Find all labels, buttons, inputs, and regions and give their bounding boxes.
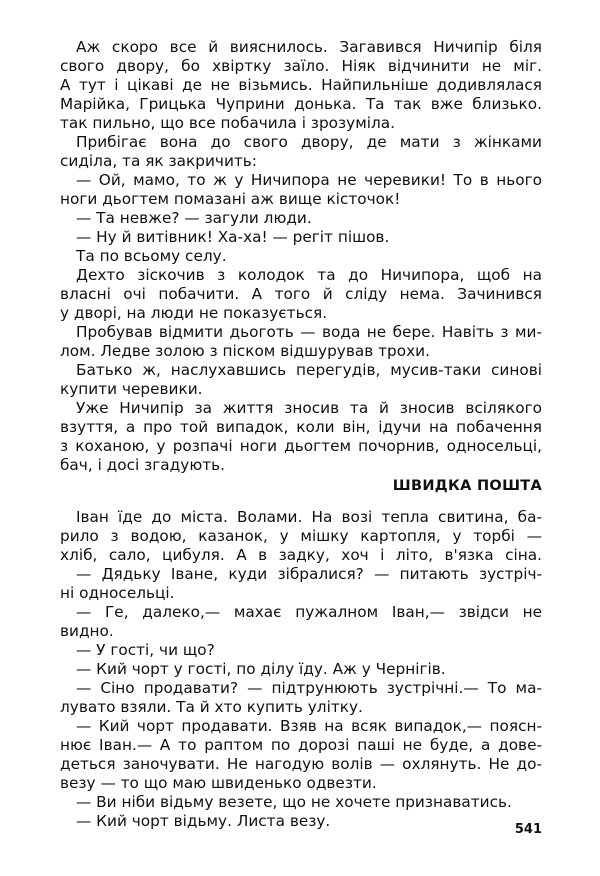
text-line: з коханою, у розпачі ноги дьогтем почорнив, односельці, bbox=[60, 437, 542, 455]
text-line: ні односельці. bbox=[60, 584, 175, 602]
text-line: Іван їде до міста. Волами. На возі тепла свитина, ба- bbox=[76, 508, 542, 526]
text-line: — У гості, чи що? bbox=[76, 641, 215, 659]
text-line: ноги дьогтем помазані аж вище кісточок! bbox=[60, 190, 401, 208]
text-line: рило з водою, казанок, у мішку картопля, у торбі — bbox=[60, 527, 542, 545]
text-line: А тут і цікаві де не візьмись. Найпильніше додивлялася bbox=[60, 76, 542, 94]
text-line: купити черевики. bbox=[60, 380, 203, 398]
text-line: Марійка, Грицька Чуприни донька. Та так вже близько. bbox=[60, 95, 542, 113]
text-line: свого двору, бо хвіртку заїло. Ніяк відчинити не міг. bbox=[60, 57, 542, 75]
text-line: Батько ж, наслухавшись перегудів, мусив-таки синові bbox=[76, 361, 542, 379]
text-line: Уже Ничипір за життя зносив та й зносив всілякого bbox=[76, 399, 542, 417]
text-line: власні очі побачити. А того й сліду нема. Зачинився bbox=[60, 285, 542, 303]
text-line: — Та невже? — загули люди. bbox=[76, 209, 312, 227]
text-line: везу — то що маю швиденько одвезти. bbox=[60, 774, 377, 792]
text-line: — Кий чорт відьму. Листа везу. bbox=[76, 812, 331, 830]
text-line: — Сіно продавати? — підтрунюють зустрічні.— То ма- bbox=[76, 679, 542, 697]
text-line: Аж скоро все й вияснилось. Загавився Ничипір біля bbox=[76, 38, 542, 56]
text-line: нює Іван.— А то раптом по дорозі паші не буде, а дове- bbox=[60, 736, 542, 754]
text-line: — Ге, далеко,— махає пужалном Іван,— звідси не bbox=[76, 603, 542, 621]
text-line: — Ну й витівник! Ха-ха! — регіт пішов. bbox=[76, 228, 390, 246]
text-line: Прибігає вона до свого двору, де мати з жінками bbox=[76, 133, 542, 151]
text-line: взуття, а про той випадок, коли він, ідучи на побачення bbox=[60, 418, 542, 436]
text-line: Пробував відмити дьоготь — вода не бере. Навіть з ми- bbox=[76, 323, 542, 341]
text-line: — Дядьку Іване, куди зібралися? — питають зустріч- bbox=[76, 565, 542, 583]
text-line: — Кий чорт у гості, по ділу їду. Аж у Чернігів. bbox=[76, 660, 446, 678]
text-line: Та по всьому селу. bbox=[76, 247, 227, 265]
text-line: лом. Ледве золою з піском відшурував трохи. bbox=[60, 342, 430, 360]
text-line: сиділа, та як закричить: bbox=[60, 152, 257, 170]
text-line: — Ви ніби відьму везете, що не хочете признаватись. bbox=[76, 793, 512, 811]
text-line: хліб, сало, цибуля. А в задку, хоч і літо, в'язка сіна. bbox=[60, 546, 542, 564]
text-line: бач, і досі згадують. bbox=[60, 456, 225, 474]
text-line: деться заночувати. Не нагодую волів — охлянуть. Не до- bbox=[60, 755, 542, 773]
text-line: — Кий чорт продавати. Взяв на всяк випадок,— поясн- bbox=[76, 717, 542, 735]
text-line: так пильно, що все побачила і зрозуміла. bbox=[60, 114, 396, 132]
page-number: 541 bbox=[514, 822, 542, 837]
story-title: ШВИДКА ПОШТА bbox=[392, 478, 542, 494]
text-line: у дворі, на люди не показується. bbox=[60, 304, 328, 322]
text-line: Дехто зіскочив з колодок та до Ничипора, щоб на bbox=[76, 266, 542, 284]
text-line: — Ой, мамо, то ж у Ничипора не черевики! То в нього bbox=[76, 171, 542, 189]
text-line: лувато взяли. Та й хто купить улітку. bbox=[60, 698, 363, 716]
text-line: видно. bbox=[60, 622, 114, 640]
